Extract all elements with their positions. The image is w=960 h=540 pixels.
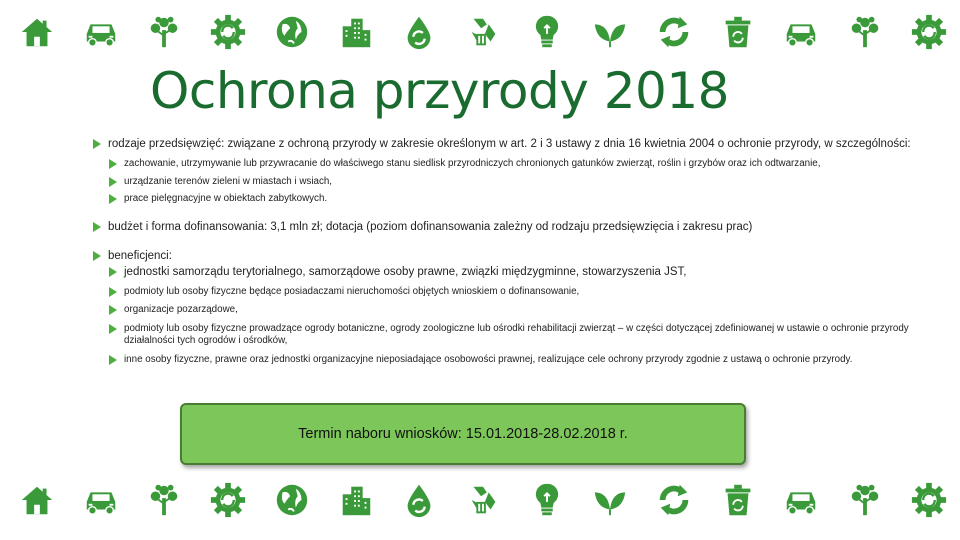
termin-text: Termin naboru wniosków: 15.01.2018-28.02.2018 r. bbox=[298, 426, 628, 442]
water-drop-icon bbox=[400, 481, 438, 519]
list-item bbox=[92, 176, 942, 189]
bottom-icon-row bbox=[18, 478, 948, 522]
beneficjenci-item: inne osoby fizyczne, prawne oraz jednostki organizacyjne nieposiadające osobowości prawnej, realizujące cele ochrony przyrody zgodnie z ustawą o ochronie przyrody. bbox=[124, 353, 853, 365]
building-icon bbox=[337, 13, 375, 51]
content-list bbox=[92, 137, 942, 366]
car-icon bbox=[82, 13, 120, 51]
lightbulb-icon bbox=[528, 13, 566, 51]
termin-box bbox=[180, 403, 746, 465]
list-item bbox=[92, 158, 942, 171]
list-item bbox=[92, 265, 942, 280]
tree-icon bbox=[145, 481, 183, 519]
leaves-icon bbox=[591, 13, 629, 51]
list-item bbox=[92, 286, 942, 299]
globe-icon bbox=[273, 13, 311, 51]
top-icon-row bbox=[18, 10, 948, 54]
rodzaje-label: rodzaje przedsięwzięć: związane z ochroną przyrody w zakresie określonym w art. 2 i 3 ustawy z dnia 16 kwietnia 2004 o ochronie przyrody, w szczególności: bbox=[108, 138, 911, 150]
beneficjenci-label: beneficjenci: bbox=[108, 249, 172, 262]
recycle-arrows-icon bbox=[655, 481, 693, 519]
budzet-label: budżet i forma dofinansowania: 3,1 mln zł; dotacja (poziom dofinansowania zależny od rodzaju przedsięwzięcia i zakresu prac) bbox=[108, 220, 753, 233]
bullet-arrow-icon bbox=[109, 267, 117, 277]
lightbulb-icon bbox=[528, 481, 566, 519]
tree-icon bbox=[846, 481, 884, 519]
beneficjenci-item: podmioty lub osoby fizyczne prowadzące ogrody botaniczne, ogrody zoologiczne lub ośrodki rehabilitacji zwierząt – w części dotyczącej zdefiniowanej w ustawie o ochronie przyrody działalności tych ogrodów i ośrodków, bbox=[124, 322, 909, 346]
beneficjenci-item: podmioty lub osoby fizyczne będące posiadaczami nieruchomości objętych wnioskiem o dofinansowanie, bbox=[124, 285, 580, 297]
bullet-arrow-icon bbox=[109, 287, 117, 297]
bullet-beneficjenci bbox=[92, 249, 942, 264]
car-icon bbox=[82, 481, 120, 519]
building-icon bbox=[337, 481, 375, 519]
bullet-arrow-icon bbox=[109, 159, 117, 169]
recycle-bin-icon bbox=[464, 13, 502, 51]
list-item bbox=[92, 304, 942, 317]
water-drop-icon bbox=[400, 13, 438, 51]
bullet-arrow-icon bbox=[109, 194, 117, 204]
tree-icon bbox=[846, 13, 884, 51]
list-item bbox=[92, 193, 942, 206]
rodzaje-item: zachowanie, utrzymywanie lub przywracanie do właściwego stanu siedlisk przyrodniczych chronionych gatunków zwierząt, roślin i grzybów oraz ich odtwarzanie, bbox=[124, 158, 821, 169]
tree-icon bbox=[145, 13, 183, 51]
recycle-gear-icon bbox=[910, 13, 948, 51]
rodzaje-item: prace pielęgnacyjne w obiektach zabytkowych. bbox=[124, 193, 328, 204]
bullet-arrow-icon bbox=[93, 139, 101, 149]
recycle-gear-icon bbox=[209, 481, 247, 519]
house-icon bbox=[18, 481, 56, 519]
bullet-arrow-icon bbox=[109, 177, 117, 187]
bullet-arrow-icon bbox=[93, 251, 101, 261]
globe-icon bbox=[273, 481, 311, 519]
beneficjenci-item: jednostki samorządu terytorialnego, samorządowe osoby prawne, związki międzygminne, stowarzyszenia JST, bbox=[124, 265, 687, 278]
bullet-rodzaje bbox=[92, 137, 942, 152]
page-title: Ochrona przyrody 2018 bbox=[150, 62, 729, 120]
bullet-arrow-icon bbox=[93, 222, 101, 232]
beneficjenci-item: organizacje pozarządowe, bbox=[124, 304, 238, 315]
car-icon bbox=[782, 481, 820, 519]
recycle-gear-icon bbox=[910, 481, 948, 519]
recycle-arrows-icon bbox=[655, 13, 693, 51]
rodzaje-item: urządzanie terenów zieleni w miastach i wsiach, bbox=[124, 175, 333, 187]
recycle-gear-icon bbox=[209, 13, 247, 51]
car-icon bbox=[782, 13, 820, 51]
leaves-icon bbox=[591, 481, 629, 519]
list-item bbox=[92, 323, 942, 348]
bullet-arrow-icon bbox=[109, 355, 117, 365]
trash-can-icon bbox=[719, 481, 757, 519]
house-icon bbox=[18, 13, 56, 51]
bullet-arrow-icon bbox=[109, 324, 117, 334]
recycle-bin-icon bbox=[464, 481, 502, 519]
bullet-arrow-icon bbox=[109, 305, 117, 315]
bullet-budzet bbox=[92, 220, 942, 235]
trash-can-icon bbox=[719, 13, 757, 51]
list-item bbox=[92, 354, 942, 367]
